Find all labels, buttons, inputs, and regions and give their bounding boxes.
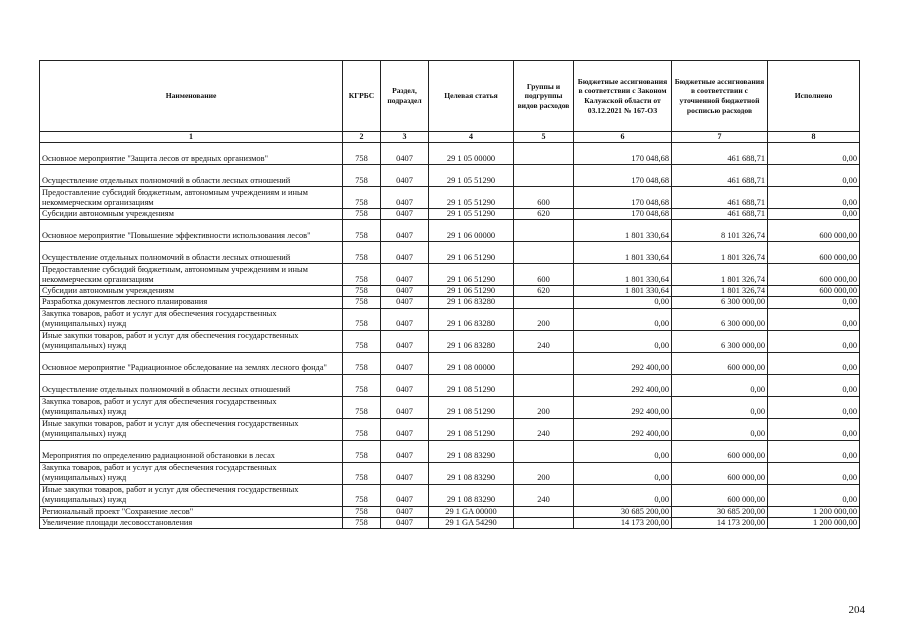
row-target: 29 1 05 51290 [429, 209, 514, 220]
row-section: 0407 [381, 484, 429, 506]
row-kgrbs: 758 [343, 286, 381, 297]
table-row [40, 330, 860, 352]
column-number: 6 [574, 132, 672, 143]
header-name: Наименование [40, 61, 343, 132]
row-name: Осуществление отдельных полномочий в области лесных отношений [40, 242, 343, 264]
row-kgrbs: 758 [343, 418, 381, 440]
table-row [40, 308, 860, 330]
row-group [514, 242, 574, 264]
row-section: 0407 [381, 462, 429, 484]
row-kgrbs: 758 [343, 165, 381, 187]
header-groups: Группы и подгруппы видов расходов [514, 61, 574, 132]
table-row [40, 517, 860, 528]
row-section: 0407 [381, 297, 429, 308]
row-target: 29 1 06 51290 [429, 286, 514, 297]
row-kgrbs: 758 [343, 374, 381, 396]
row-budget-refined: 0,00 [672, 418, 768, 440]
column-number: 7 [672, 132, 768, 143]
row-budget-law: 170 048,68 [574, 187, 672, 209]
row-budget-law: 292 400,00 [574, 396, 672, 418]
row-budget-law: 0,00 [574, 308, 672, 330]
row-kgrbs: 758 [343, 352, 381, 374]
row-budget-refined: 0,00 [672, 374, 768, 396]
table-row [40, 484, 860, 506]
row-group: 240 [514, 484, 574, 506]
table-row [40, 209, 860, 220]
page-number: 204 [848, 604, 865, 616]
row-kgrbs: 758 [343, 330, 381, 352]
row-executed: 0,00 [768, 297, 860, 308]
row-target: 29 1 06 51290 [429, 242, 514, 264]
column-number: 4 [429, 132, 514, 143]
table-row [40, 506, 860, 517]
row-budget-refined: 1 801 326,74 [672, 264, 768, 286]
row-budget-refined: 1 801 326,74 [672, 242, 768, 264]
row-budget-law: 1 801 330,64 [574, 286, 672, 297]
row-target: 29 1 05 00000 [429, 143, 514, 165]
row-kgrbs: 758 [343, 506, 381, 517]
row-kgrbs: 758 [343, 440, 381, 462]
row-budget-law: 1 801 330,64 [574, 264, 672, 286]
row-group [514, 506, 574, 517]
row-budget-law: 1 801 330,64 [574, 242, 672, 264]
budget-table [39, 60, 860, 529]
row-target: 29 1 08 83290 [429, 484, 514, 506]
row-kgrbs: 758 [343, 220, 381, 242]
row-executed: 0,00 [768, 187, 860, 209]
row-executed: 1 200 000,00 [768, 517, 860, 528]
row-kgrbs: 758 [343, 484, 381, 506]
table-row [40, 396, 860, 418]
row-group [514, 440, 574, 462]
row-section: 0407 [381, 440, 429, 462]
row-budget-refined: 30 685 200,00 [672, 506, 768, 517]
row-name: Региональный проект "Сохранение лесов" [40, 506, 343, 517]
row-target: 29 1 06 00000 [429, 220, 514, 242]
row-budget-law: 292 400,00 [574, 418, 672, 440]
row-budget-law: 292 400,00 [574, 352, 672, 374]
row-name: Иные закупки товаров, работ и услуг для обеспечения государственных (муниципальных) нужд [40, 418, 343, 440]
column-number: 2 [343, 132, 381, 143]
row-name: Осуществление отдельных полномочий в области лесных отношений [40, 165, 343, 187]
row-group: 200 [514, 462, 574, 484]
row-kgrbs: 758 [343, 462, 381, 484]
row-target: 29 1 08 00000 [429, 352, 514, 374]
table-row [40, 143, 860, 165]
row-budget-law: 0,00 [574, 440, 672, 462]
header-kgrbs: КГРБС [343, 61, 381, 132]
row-target: 29 1 GA 54290 [429, 517, 514, 528]
row-target: 29 1 06 83280 [429, 330, 514, 352]
row-name: Субсидии автономным учреждениям [40, 209, 343, 220]
row-kgrbs: 758 [343, 242, 381, 264]
header-target: Целевая статья [429, 61, 514, 132]
header-budget-law: Бюджетные ассигнования в соответствии с Законом Калужской области от 03.12.2021 № 167-ОЗ [574, 61, 672, 132]
row-budget-law: 1 801 330,64 [574, 220, 672, 242]
row-group [514, 220, 574, 242]
row-kgrbs: 758 [343, 297, 381, 308]
budget-table-container [39, 60, 859, 529]
row-executed: 600 000,00 [768, 286, 860, 297]
row-name: Разработка документов лесного планирования [40, 297, 343, 308]
row-target: 29 1 05 51290 [429, 187, 514, 209]
row-budget-refined: 6 300 000,00 [672, 308, 768, 330]
header-executed: Исполнено [768, 61, 860, 132]
row-target: 29 1 08 51290 [429, 374, 514, 396]
row-budget-law: 170 048,68 [574, 209, 672, 220]
row-group [514, 374, 574, 396]
table-row [40, 374, 860, 396]
column-number-row [40, 132, 860, 143]
table-row [40, 297, 860, 308]
table-row [40, 418, 860, 440]
row-section: 0407 [381, 352, 429, 374]
row-kgrbs: 758 [343, 396, 381, 418]
row-section: 0407 [381, 506, 429, 517]
row-section: 0407 [381, 143, 429, 165]
row-executed: 0,00 [768, 374, 860, 396]
row-executed: 600 000,00 [768, 264, 860, 286]
row-budget-refined: 461 688,71 [672, 143, 768, 165]
row-budget-refined: 600 000,00 [672, 440, 768, 462]
row-budget-refined: 600 000,00 [672, 484, 768, 506]
row-group: 600 [514, 264, 574, 286]
table-row [40, 220, 860, 242]
row-section: 0407 [381, 517, 429, 528]
row-group [514, 352, 574, 374]
column-number: 3 [381, 132, 429, 143]
row-executed: 0,00 [768, 330, 860, 352]
row-budget-refined: 461 688,71 [672, 209, 768, 220]
row-kgrbs: 758 [343, 308, 381, 330]
row-group: 620 [514, 286, 574, 297]
row-budget-law: 0,00 [574, 462, 672, 484]
row-executed: 0,00 [768, 484, 860, 506]
row-budget-refined: 600 000,00 [672, 462, 768, 484]
row-name: Закупка товаров, работ и услуг для обеспечения государственных (муниципальных) нужд [40, 308, 343, 330]
row-budget-law: 170 048,68 [574, 165, 672, 187]
row-target: 29 1 05 51290 [429, 165, 514, 187]
row-section: 0407 [381, 242, 429, 264]
row-budget-law: 292 400,00 [574, 374, 672, 396]
row-executed: 600 000,00 [768, 242, 860, 264]
row-budget-refined: 8 101 326,74 [672, 220, 768, 242]
table-row [40, 462, 860, 484]
table-row [40, 165, 860, 187]
row-executed: 0,00 [768, 396, 860, 418]
row-group [514, 517, 574, 528]
row-kgrbs: 758 [343, 517, 381, 528]
row-kgrbs: 758 [343, 187, 381, 209]
row-executed: 0,00 [768, 209, 860, 220]
row-budget-law: 170 048,68 [574, 143, 672, 165]
row-name: Иные закупки товаров, работ и услуг для обеспечения государственных (муниципальных) нужд [40, 330, 343, 352]
row-target: 29 1 06 83280 [429, 308, 514, 330]
row-section: 0407 [381, 209, 429, 220]
row-target: 29 1 06 51290 [429, 264, 514, 286]
table-row [40, 352, 860, 374]
row-name: Осуществление отдельных полномочий в области лесных отношений [40, 374, 343, 396]
row-section: 0407 [381, 396, 429, 418]
row-target: 29 1 08 83290 [429, 462, 514, 484]
table-row [40, 242, 860, 264]
row-target: 29 1 GA 00000 [429, 506, 514, 517]
row-section: 0407 [381, 286, 429, 297]
row-budget-refined: 0,00 [672, 396, 768, 418]
row-target: 29 1 06 83280 [429, 297, 514, 308]
row-budget-refined: 461 688,71 [672, 187, 768, 209]
row-section: 0407 [381, 374, 429, 396]
row-budget-refined: 600 000,00 [672, 352, 768, 374]
row-group: 200 [514, 308, 574, 330]
column-number: 5 [514, 132, 574, 143]
header-section: Раздел, подраздел [381, 61, 429, 132]
row-budget-refined: 6 300 000,00 [672, 297, 768, 308]
table-row [40, 187, 860, 209]
row-budget-refined: 14 173 200,00 [672, 517, 768, 528]
row-target: 29 1 08 51290 [429, 396, 514, 418]
row-kgrbs: 758 [343, 264, 381, 286]
row-section: 0407 [381, 418, 429, 440]
column-number: 8 [768, 132, 860, 143]
row-budget-law: 14 173 200,00 [574, 517, 672, 528]
row-name: Основное мероприятие "Радиационное обследование на землях лесного фонда" [40, 352, 343, 374]
row-group: 620 [514, 209, 574, 220]
header-row [40, 61, 860, 132]
row-name: Иные закупки товаров, работ и услуг для обеспечения государственных (муниципальных) нужд [40, 484, 343, 506]
row-executed: 0,00 [768, 462, 860, 484]
row-name: Основное мероприятие "Повышение эффективности использования лесов" [40, 220, 343, 242]
row-budget-refined: 6 300 000,00 [672, 330, 768, 352]
row-section: 0407 [381, 264, 429, 286]
row-group [514, 297, 574, 308]
header-budget-refined: Бюджетные ассигнования в соответствии с уточненной бюджетной росписью расходов [672, 61, 768, 132]
row-budget-refined: 1 801 326,74 [672, 286, 768, 297]
row-executed: 1 200 000,00 [768, 506, 860, 517]
row-executed: 600 000,00 [768, 220, 860, 242]
row-group [514, 143, 574, 165]
row-executed: 0,00 [768, 440, 860, 462]
row-group [514, 165, 574, 187]
row-name: Закупка товаров, работ и услуг для обеспечения государственных (муниципальных) нужд [40, 396, 343, 418]
row-executed: 0,00 [768, 418, 860, 440]
row-group: 200 [514, 396, 574, 418]
row-group: 240 [514, 418, 574, 440]
row-budget-refined: 461 688,71 [672, 165, 768, 187]
row-kgrbs: 758 [343, 143, 381, 165]
table-body [40, 143, 860, 529]
row-target: 29 1 08 83290 [429, 440, 514, 462]
row-name: Предоставление субсидий бюджетным, автономным учреждениям и иным некоммерческим организациям [40, 187, 343, 209]
table-row [40, 264, 860, 286]
row-section: 0407 [381, 330, 429, 352]
row-target: 29 1 08 51290 [429, 418, 514, 440]
table-row [40, 286, 860, 297]
row-name: Мероприятия по определению радиационной обстановки в лесах [40, 440, 343, 462]
row-name: Предоставление субсидий бюджетным, автономным учреждениям и иным некоммерческим организациям [40, 264, 343, 286]
table-row [40, 440, 860, 462]
row-executed: 0,00 [768, 165, 860, 187]
row-name: Основное мероприятие "Защита лесов от вредных организмов" [40, 143, 343, 165]
row-executed: 0,00 [768, 308, 860, 330]
row-section: 0407 [381, 308, 429, 330]
row-name: Увеличение площади лесовосстановления [40, 517, 343, 528]
row-section: 0407 [381, 165, 429, 187]
row-group: 240 [514, 330, 574, 352]
row-budget-law: 0,00 [574, 484, 672, 506]
row-name: Субсидии автономным учреждениям [40, 286, 343, 297]
row-group: 600 [514, 187, 574, 209]
row-section: 0407 [381, 187, 429, 209]
row-executed: 0,00 [768, 352, 860, 374]
column-number: 1 [40, 132, 343, 143]
row-kgrbs: 758 [343, 209, 381, 220]
row-budget-law: 0,00 [574, 297, 672, 308]
row-executed: 0,00 [768, 143, 860, 165]
row-budget-law: 30 685 200,00 [574, 506, 672, 517]
row-name: Закупка товаров, работ и услуг для обеспечения государственных (муниципальных) нужд [40, 462, 343, 484]
row-budget-law: 0,00 [574, 330, 672, 352]
row-section: 0407 [381, 220, 429, 242]
